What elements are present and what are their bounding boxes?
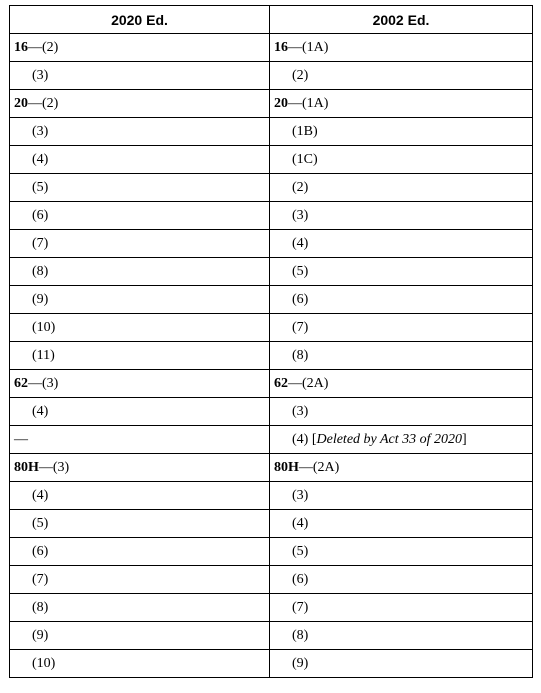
table-row <box>10 566 533 594</box>
table-row <box>10 622 533 650</box>
cell-2020-edition <box>10 258 270 286</box>
cell-2020-edition <box>10 398 270 426</box>
section-number: 80H <box>274 459 299 475</box>
provision-reference: (3) <box>292 403 309 419</box>
header-2020-edition: 2020 Ed. <box>10 6 270 34</box>
cell-2002-edition <box>270 118 533 146</box>
cell-2020-edition <box>10 230 270 258</box>
cell-2020-edition <box>10 566 270 594</box>
provision-reference: —(2A) <box>298 459 340 475</box>
table-row <box>10 202 533 230</box>
section-number: 80H <box>14 459 39 475</box>
table-row <box>10 118 533 146</box>
provision-reference: (2) <box>292 179 309 195</box>
provision-reference: (10) <box>32 655 56 671</box>
table-row <box>10 342 533 370</box>
table-row <box>10 314 533 342</box>
cell-2020-edition <box>10 622 270 650</box>
provision-reference: (9) <box>292 655 309 671</box>
table-row <box>10 370 533 398</box>
comparative-table-container <box>9 5 533 678</box>
provision-reference: (6) <box>32 207 49 223</box>
provision-reference: (5) <box>32 179 49 195</box>
provision-reference: —(3) <box>28 375 59 391</box>
provision-reference: (4) <box>292 515 309 531</box>
table-row <box>10 174 533 202</box>
table-row <box>10 286 533 314</box>
cell-2020-edition <box>10 174 270 202</box>
cell-2020-edition <box>10 202 270 230</box>
cell-2020-edition <box>10 118 270 146</box>
table-row <box>10 230 533 258</box>
provision-reference: (11) <box>32 347 55 363</box>
cell-2002-edition <box>270 622 533 650</box>
deletion-note: Deleted by Act 33 of 2020 <box>316 431 463 447</box>
section-number: 20 <box>14 95 28 111</box>
provision-reference: (7) <box>292 319 309 335</box>
table-row <box>10 510 533 538</box>
provision-reference: (7) <box>32 571 49 587</box>
provision-reference: (2) <box>292 67 309 83</box>
cell-2020-edition <box>10 286 270 314</box>
cell-2002-edition <box>270 230 533 258</box>
table-row <box>10 258 533 286</box>
provision-reference: (4) <box>32 151 49 167</box>
cell-2020-edition <box>10 454 270 482</box>
cell-2002-edition <box>270 426 533 454</box>
provision-reference: (6) <box>292 571 309 587</box>
table-row <box>10 482 533 510</box>
cell-2020-edition <box>10 538 270 566</box>
table-row <box>10 62 533 90</box>
provision-reference: (8) <box>292 347 309 363</box>
cell-2020-edition <box>10 34 270 62</box>
provision-reference: (4) <box>32 403 49 419</box>
provision-reference: (4) <box>292 235 309 251</box>
header-2002-edition: 2002 Ed. <box>270 6 533 34</box>
provision-reference: —(2) <box>28 39 59 55</box>
cell-2020-edition <box>10 426 270 454</box>
cell-2002-edition <box>270 538 533 566</box>
provision-reference: (6) <box>32 543 49 559</box>
provision-reference: (3) <box>32 123 49 139</box>
table-row <box>10 34 533 62</box>
table-row <box>10 538 533 566</box>
provision-reference: (9) <box>32 291 49 307</box>
cell-2002-edition <box>270 34 533 62</box>
cell-2002-edition <box>270 398 533 426</box>
cell-2002-edition <box>270 342 533 370</box>
cell-2020-edition <box>10 510 270 538</box>
cell-2002-edition <box>270 146 533 174</box>
provision-reference: —(1A) <box>288 95 329 111</box>
cell-2020-edition <box>10 370 270 398</box>
cell-2002-edition <box>270 566 533 594</box>
comparative-table <box>9 5 533 678</box>
cell-2020-edition <box>10 342 270 370</box>
table-row <box>10 650 533 678</box>
cell-2020-edition <box>10 482 270 510</box>
provision-reference: (7) <box>32 235 49 251</box>
provision-reference: (5) <box>292 263 309 279</box>
cell-2002-edition <box>270 482 533 510</box>
table-row <box>10 594 533 622</box>
provision-reference: (1B) <box>292 123 318 139</box>
provision-reference: (8) <box>292 627 309 643</box>
cell-2002-edition <box>270 174 533 202</box>
provision-reference: (8) <box>32 599 49 615</box>
provision-reference: (10) <box>32 319 56 335</box>
provision-reference: (6) <box>292 291 309 307</box>
section-number: 62 <box>14 375 28 391</box>
cell-2020-edition <box>10 314 270 342</box>
table-row <box>10 398 533 426</box>
section-number: 20 <box>274 95 288 111</box>
section-number: 16 <box>274 39 288 55</box>
cell-2002-edition <box>270 454 533 482</box>
provision-reference: (5) <box>292 543 309 559</box>
provision-reference: (5) <box>32 515 49 531</box>
header-row <box>10 6 533 34</box>
cell-2002-edition <box>270 286 533 314</box>
table-body <box>10 34 533 678</box>
cell-2020-edition <box>10 650 270 678</box>
section-number: 16 <box>14 39 28 55</box>
section-number: 62 <box>274 375 288 391</box>
cell-2002-edition <box>270 62 533 90</box>
provision-reference: (3) <box>292 487 309 503</box>
provision-reference: (3) <box>32 67 49 83</box>
provision-reference: —(2) <box>28 95 59 111</box>
table-row <box>10 146 533 174</box>
provision-reference: —(2A) <box>288 375 329 391</box>
provision-reference: (8) <box>32 263 49 279</box>
table-row <box>10 454 533 482</box>
provision-reference: —(3) <box>38 459 70 475</box>
cell-2002-edition <box>270 650 533 678</box>
cell-2002-edition <box>270 370 533 398</box>
provision-reference: (4) <box>32 487 49 503</box>
provision-reference: — <box>14 431 28 447</box>
table-row <box>10 426 533 454</box>
cell-2020-edition <box>10 90 270 118</box>
cell-2002-edition <box>270 258 533 286</box>
cell-2002-edition <box>270 90 533 118</box>
cell-2002-edition <box>270 314 533 342</box>
provision-reference: (7) <box>292 599 309 615</box>
table-row <box>10 90 533 118</box>
provision-reference: (4) [ <box>292 431 317 447</box>
provision-reference: (1C) <box>292 151 318 167</box>
closing-bracket: ] <box>462 431 467 447</box>
cell-2002-edition <box>270 202 533 230</box>
cell-2002-edition <box>270 510 533 538</box>
provision-reference: (3) <box>292 207 309 223</box>
cell-2002-edition <box>270 594 533 622</box>
cell-2020-edition <box>10 62 270 90</box>
provision-reference: —(1A) <box>288 39 329 55</box>
cell-2020-edition <box>10 594 270 622</box>
provision-reference: (9) <box>32 627 49 643</box>
cell-2020-edition <box>10 146 270 174</box>
